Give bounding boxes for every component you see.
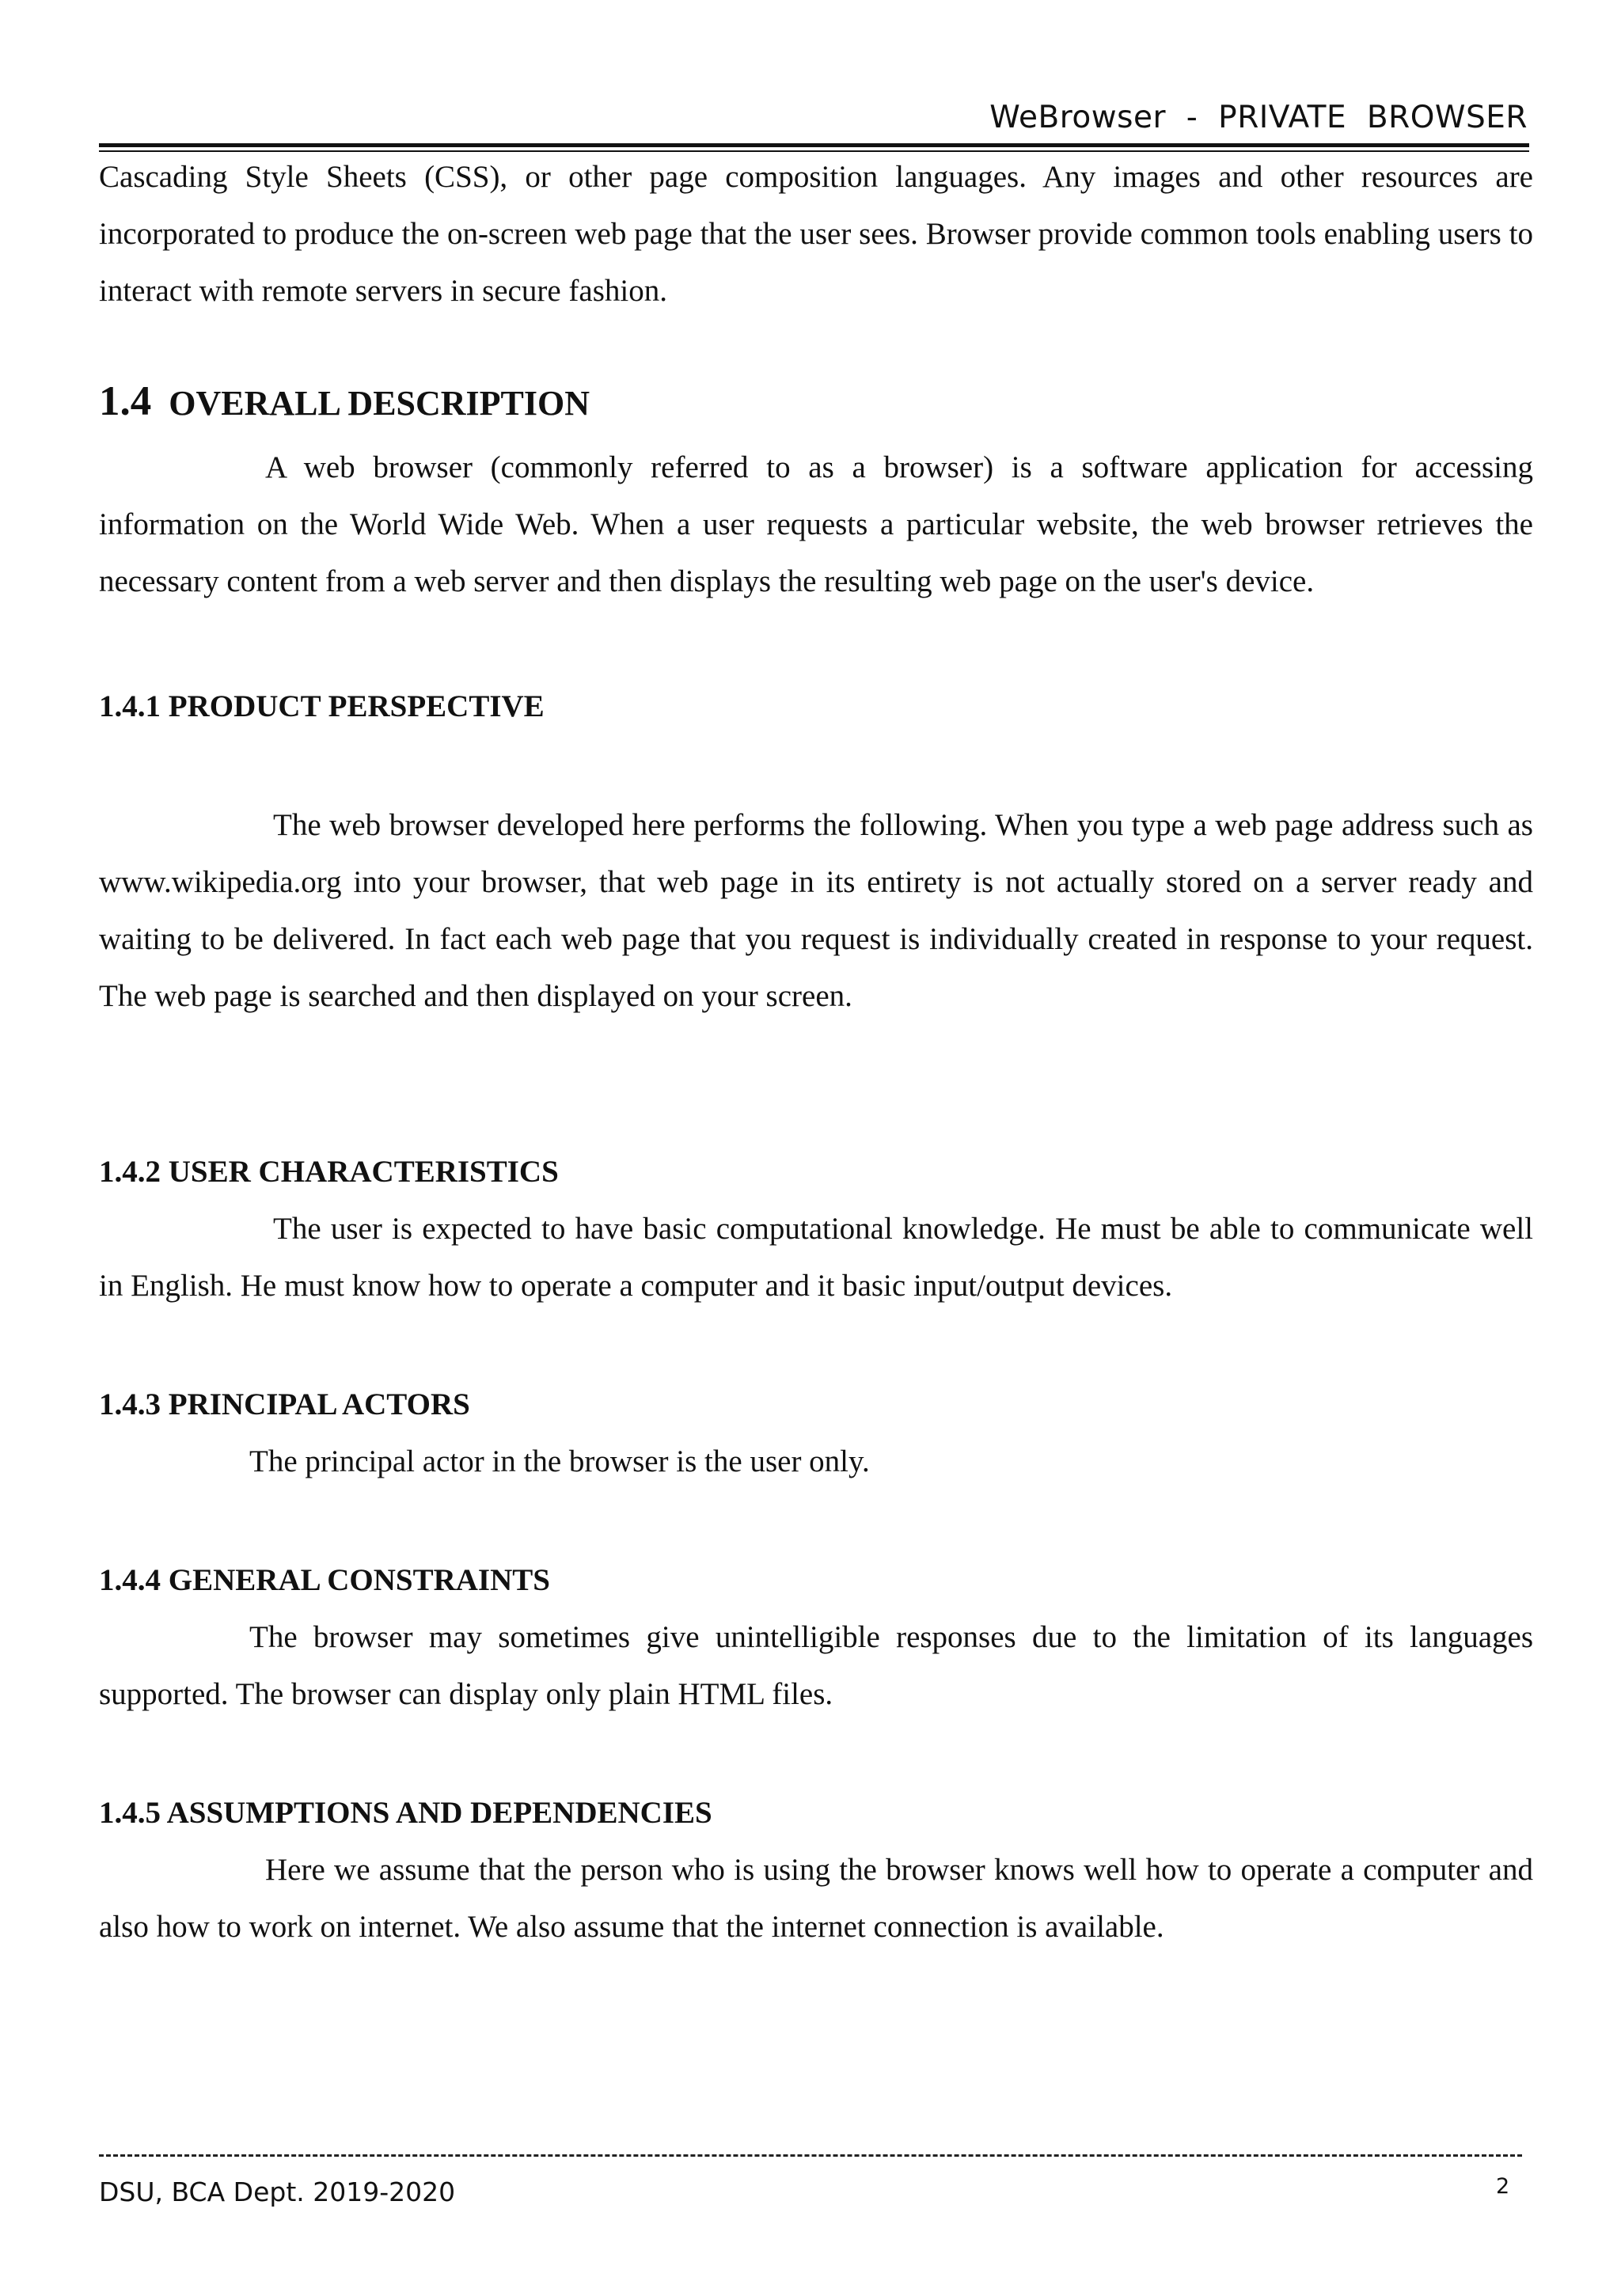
section-number: 1.4 xyxy=(99,378,152,424)
user-characteristics-paragraph: The user is expected to have basic computational knowledge. He must be able to communicate well in English. He must know how to operate a computer and it basic input/output devices. xyxy=(99,1212,1533,1303)
footer-department: DSU, BCA Dept. 2019-2020 xyxy=(99,2176,456,2207)
subsection-heading-user-characteristics: 1.4.2 USER CHARACTERISTICS xyxy=(99,1155,559,1189)
section-title: OVERALL DESCRIPTION xyxy=(169,384,590,423)
product-perspective-paragraph: The web browser developed here performs the following. When you type a web page address such as www.wikipedia.org into your browser, that web page in its entirety is not actually stored on a server ready and waiting to be delivered. In fact each web page that you request is individually created in response to your request. The web page is searched and then displayed on your screen. xyxy=(99,808,1533,1013)
spacer xyxy=(99,610,1533,678)
subsection-heading-principal-actors: 1.4.3 PRINCIPAL ACTORS xyxy=(99,1387,470,1421)
spacer xyxy=(99,1490,1533,1552)
subsection-heading-general-constraints: 1.4.4 GENERAL CONSTRAINTS xyxy=(99,1563,550,1597)
running-header-title: WeBrowser - PRIVATE BROWSER xyxy=(989,100,1528,135)
principal-actors-paragraph: The principal actor in the browser is the user only. xyxy=(249,1444,870,1478)
spacer xyxy=(99,1315,1533,1376)
page-body xyxy=(99,149,1533,1956)
header-rule-thick xyxy=(99,143,1529,147)
spacer xyxy=(99,1025,1533,1144)
subsection-heading-assumptions: 1.4.5 ASSUMPTIONS AND DEPENDENCIES xyxy=(99,1796,712,1830)
assumptions-paragraph: Here we assume that the person who is using the browser knows well how to operate a computer and also how to work on internet. We also assume that the internet connection is available. xyxy=(99,1853,1533,1944)
footer-dashed-rule xyxy=(99,2154,1522,2157)
general-constraints-paragraph: The browser may sometimes give unintelligible responses due to the limitation of its languages supported. The browser can display only plain HTML files. xyxy=(99,1620,1533,1711)
continuation-paragraph: Cascading Style Sheets (CSS), or other page composition languages. Any images and other resources are incorporated to produce the on-screen web page that the user sees. Browser provide common tools enabling users to interact with remote servers in secure fashion. xyxy=(99,160,1533,308)
subsection-heading-product-perspective: 1.4.1 PRODUCT PERSPECTIVE xyxy=(99,689,545,723)
section-heading-1-4 xyxy=(99,366,1533,439)
footer-page-number: 2 xyxy=(1496,2174,1510,2199)
spacer xyxy=(99,1723,1533,1785)
overall-description-paragraph: A web browser (commonly referred to as a browser) is a software application for accessing information on the World Wide Web. When a user requests a particular website, the web browser retrieves the necessary content from a web server and then displays the resulting web page on the user's device. xyxy=(99,450,1533,598)
spacer xyxy=(99,735,1533,797)
